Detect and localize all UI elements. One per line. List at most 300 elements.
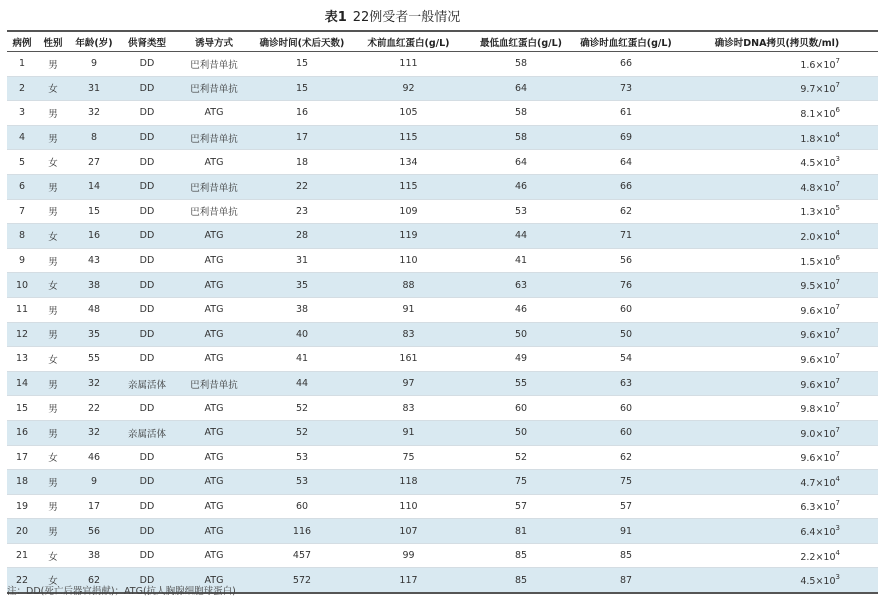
- min-hb-cell: 57: [466, 494, 576, 519]
- diagnosis-day-cell: 572: [253, 568, 351, 593]
- dna-copies-mantissa: 9.6×10: [800, 379, 836, 391]
- table-row: [7, 396, 878, 421]
- dna-copies-exponent: 7: [835, 56, 840, 65]
- case-number-cell: 22: [7, 568, 37, 593]
- preop-hb-cell: 118: [351, 470, 466, 495]
- dna-copies-exponent: 4: [835, 228, 840, 237]
- preop-hb-cell: 115: [351, 125, 466, 150]
- dna-copies-cell: [676, 396, 878, 421]
- dna-copies-cell: [676, 470, 878, 495]
- induction-cell: ATG: [175, 494, 253, 519]
- table-row: [7, 420, 878, 445]
- preop-hb-cell: 119: [351, 224, 466, 249]
- age-cell: 38: [69, 273, 119, 298]
- header-cell: 供肾类型: [119, 31, 175, 52]
- table-number: 表1: [324, 10, 347, 25]
- dna-copies-exponent: 6: [835, 253, 840, 262]
- dna-copies-mantissa: 9.6×10: [800, 354, 836, 366]
- min-hb-cell: 85: [466, 543, 576, 568]
- diagnosis-hb-cell: 50: [576, 322, 676, 347]
- dna-copies-exponent: 7: [835, 351, 840, 360]
- dna-copies-cell: [676, 371, 878, 396]
- age-cell: 56: [69, 519, 119, 544]
- case-number-cell: 9: [7, 248, 37, 273]
- donor-type-cell: DD: [119, 543, 175, 568]
- table-title: [0, 6, 785, 25]
- table-footnote: 注：DD(死亡后器官捐献)；ATG(抗人胸腺细胞球蛋白): [7, 586, 236, 597]
- dna-copies-exponent: 7: [835, 179, 840, 188]
- age-cell: 32: [69, 371, 119, 396]
- min-hb-cell: 44: [466, 224, 576, 249]
- dna-copies-exponent: 7: [835, 327, 840, 336]
- case-number-cell: 18: [7, 470, 37, 495]
- age-cell: 8: [69, 125, 119, 150]
- diagnosis-hb-cell: 71: [576, 224, 676, 249]
- donor-type-cell: DD: [119, 52, 175, 77]
- diagnosis-day-cell: 457: [253, 543, 351, 568]
- sex-cell: 男: [37, 396, 69, 421]
- diagnosis-hb-cell: 66: [576, 52, 676, 77]
- table-row: [7, 470, 878, 495]
- dna-copies-mantissa: 9.0×10: [800, 428, 836, 440]
- preop-hb-cell: 92: [351, 76, 466, 101]
- donor-type-cell: 亲属活体: [119, 371, 175, 396]
- preop-hb-cell: 91: [351, 420, 466, 445]
- table-row: [7, 125, 878, 150]
- diagnosis-day-cell: 38: [253, 297, 351, 322]
- sex-cell: 男: [37, 248, 69, 273]
- table-row: [7, 494, 878, 519]
- donor-type-cell: DD: [119, 322, 175, 347]
- min-hb-cell: 50: [466, 420, 576, 445]
- dna-copies-mantissa: 1.8×10: [800, 133, 836, 145]
- preop-hb-cell: 107: [351, 519, 466, 544]
- diagnosis-day-cell: 23: [253, 199, 351, 224]
- diagnosis-day-cell: 41: [253, 347, 351, 372]
- sex-cell: 女: [37, 224, 69, 249]
- dna-copies-exponent: 6: [835, 105, 840, 114]
- dna-copies-exponent: 7: [835, 499, 840, 508]
- induction-cell: ATG: [175, 322, 253, 347]
- table-row: [7, 322, 878, 347]
- dna-copies-mantissa: 9.6×10: [800, 305, 836, 317]
- diagnosis-hb-cell: 75: [576, 470, 676, 495]
- case-number-cell: 21: [7, 543, 37, 568]
- age-cell: 32: [69, 420, 119, 445]
- induction-cell: ATG: [175, 273, 253, 298]
- dna-copies-exponent: 4: [835, 474, 840, 483]
- diagnosis-hb-cell: 61: [576, 101, 676, 126]
- preop-hb-cell: 91: [351, 297, 466, 322]
- dna-copies-cell: [676, 150, 878, 175]
- dna-copies-mantissa: 2.0×10: [800, 231, 836, 243]
- table-row: [7, 371, 878, 396]
- min-hb-cell: 60: [466, 396, 576, 421]
- sex-cell: 男: [37, 519, 69, 544]
- dna-copies-mantissa: 4.5×10: [800, 158, 836, 170]
- case-number-cell: 7: [7, 199, 37, 224]
- dna-copies-mantissa: 6.4×10: [800, 527, 836, 539]
- case-number-cell: 1: [7, 52, 37, 77]
- sex-cell: 男: [37, 322, 69, 347]
- sex-cell: 男: [37, 494, 69, 519]
- age-cell: 62: [69, 568, 119, 593]
- sex-cell: 男: [37, 199, 69, 224]
- diagnosis-hb-cell: 62: [576, 445, 676, 470]
- diagnosis-hb-cell: 66: [576, 174, 676, 199]
- case-number-cell: 10: [7, 273, 37, 298]
- min-hb-cell: 58: [466, 125, 576, 150]
- dna-copies-mantissa: 1.6×10: [800, 59, 836, 71]
- induction-cell: ATG: [175, 568, 253, 593]
- induction-cell: 巴利昔单抗: [175, 174, 253, 199]
- diagnosis-hb-cell: 60: [576, 297, 676, 322]
- donor-type-cell: DD: [119, 273, 175, 298]
- induction-cell: ATG: [175, 543, 253, 568]
- diagnosis-day-cell: 44: [253, 371, 351, 396]
- diagnosis-hb-cell: 87: [576, 568, 676, 593]
- diagnosis-day-cell: 22: [253, 174, 351, 199]
- induction-cell: ATG: [175, 470, 253, 495]
- dna-copies-mantissa: 4.8×10: [800, 182, 836, 194]
- dna-copies-mantissa: 9.7×10: [800, 84, 836, 96]
- min-hb-cell: 55: [466, 371, 576, 396]
- dna-copies-exponent: 3: [835, 155, 840, 164]
- min-hb-cell: 46: [466, 297, 576, 322]
- dna-copies-mantissa: 9.8×10: [800, 404, 836, 416]
- dna-copies-mantissa: 9.5×10: [800, 281, 836, 293]
- case-number-cell: 16: [7, 420, 37, 445]
- induction-cell: 巴利昔单抗: [175, 125, 253, 150]
- diagnosis-day-cell: 16: [253, 101, 351, 126]
- sex-cell: 男: [37, 297, 69, 322]
- donor-type-cell: DD: [119, 347, 175, 372]
- diagnosis-hb-cell: 60: [576, 420, 676, 445]
- donor-type-cell: DD: [119, 150, 175, 175]
- dna-copies-cell: [676, 199, 878, 224]
- min-hb-cell: 58: [466, 52, 576, 77]
- donor-type-cell: DD: [119, 297, 175, 322]
- min-hb-cell: 58: [466, 101, 576, 126]
- table-row: [7, 199, 878, 224]
- donor-type-cell: DD: [119, 470, 175, 495]
- min-hb-cell: 75: [466, 470, 576, 495]
- age-cell: 17: [69, 494, 119, 519]
- diagnosis-day-cell: 53: [253, 470, 351, 495]
- case-number-cell: 20: [7, 519, 37, 544]
- case-number-cell: 8: [7, 224, 37, 249]
- donor-type-cell: 亲属活体: [119, 420, 175, 445]
- sex-cell: 男: [37, 371, 69, 396]
- dna-copies-cell: [676, 494, 878, 519]
- diagnosis-hb-cell: 69: [576, 125, 676, 150]
- preop-hb-cell: 110: [351, 248, 466, 273]
- donor-type-cell: DD: [119, 568, 175, 593]
- dna-copies-cell: [676, 125, 878, 150]
- sex-cell: 男: [37, 420, 69, 445]
- dna-copies-cell: [676, 174, 878, 199]
- induction-cell: ATG: [175, 248, 253, 273]
- table-row: [7, 76, 878, 101]
- dna-copies-mantissa: 9.6×10: [800, 330, 836, 342]
- diagnosis-hb-cell: 91: [576, 519, 676, 544]
- preop-hb-cell: 75: [351, 445, 466, 470]
- sex-cell: 男: [37, 174, 69, 199]
- dna-copies-cell: [676, 322, 878, 347]
- preop-hb-cell: 83: [351, 396, 466, 421]
- table-row: [7, 543, 878, 568]
- case-number-cell: 6: [7, 174, 37, 199]
- table-title-text: 22例受者一般情况: [352, 10, 461, 25]
- dna-copies-exponent: 7: [835, 425, 840, 434]
- case-number-cell: 12: [7, 322, 37, 347]
- induction-cell: ATG: [175, 445, 253, 470]
- dna-copies-cell: [676, 101, 878, 126]
- dna-copies-cell: [676, 420, 878, 445]
- donor-type-cell: DD: [119, 248, 175, 273]
- header-cell: 年龄(岁): [69, 31, 119, 52]
- diagnosis-hb-cell: 64: [576, 150, 676, 175]
- min-hb-cell: 63: [466, 273, 576, 298]
- min-hb-cell: 46: [466, 174, 576, 199]
- induction-cell: ATG: [175, 420, 253, 445]
- min-hb-cell: 64: [466, 150, 576, 175]
- donor-type-cell: DD: [119, 125, 175, 150]
- case-number-cell: 15: [7, 396, 37, 421]
- header-cell: 确诊时血红蛋白(g/L): [576, 31, 676, 52]
- dna-copies-exponent: 7: [835, 81, 840, 90]
- dna-copies-cell: [676, 224, 878, 249]
- diagnosis-day-cell: 18: [253, 150, 351, 175]
- diagnosis-day-cell: 52: [253, 420, 351, 445]
- diagnosis-day-cell: 40: [253, 322, 351, 347]
- dna-copies-mantissa: 9.6×10: [800, 453, 836, 465]
- dna-copies-cell: [676, 568, 878, 593]
- induction-cell: ATG: [175, 224, 253, 249]
- sex-cell: 女: [37, 273, 69, 298]
- donor-type-cell: DD: [119, 519, 175, 544]
- diagnosis-hb-cell: 57: [576, 494, 676, 519]
- preop-hb-cell: 111: [351, 52, 466, 77]
- preop-hb-cell: 161: [351, 347, 466, 372]
- header-cell: 确诊时间(术后天数): [253, 31, 351, 52]
- diagnosis-day-cell: 52: [253, 396, 351, 421]
- min-hb-cell: 64: [466, 76, 576, 101]
- diagnosis-hb-cell: 63: [576, 371, 676, 396]
- induction-cell: 巴利昔单抗: [175, 371, 253, 396]
- min-hb-cell: 52: [466, 445, 576, 470]
- dna-copies-mantissa: 2.2×10: [800, 551, 836, 563]
- min-hb-cell: 50: [466, 322, 576, 347]
- age-cell: 9: [69, 52, 119, 77]
- dna-copies-exponent: 3: [835, 573, 840, 582]
- table-row: [7, 101, 878, 126]
- donor-type-cell: DD: [119, 445, 175, 470]
- min-hb-cell: 49: [466, 347, 576, 372]
- donor-type-cell: DD: [119, 76, 175, 101]
- header-cell: 性别: [37, 31, 69, 52]
- preop-hb-cell: 99: [351, 543, 466, 568]
- table-row: [7, 150, 878, 175]
- dna-copies-cell: [676, 52, 878, 77]
- dna-copies-cell: [676, 297, 878, 322]
- dna-copies-cell: [676, 248, 878, 273]
- donor-type-cell: DD: [119, 494, 175, 519]
- header-cell: 最低血红蛋白(g/L): [466, 31, 576, 52]
- table-row: [7, 297, 878, 322]
- min-hb-cell: 53: [466, 199, 576, 224]
- min-hb-cell: 81: [466, 519, 576, 544]
- sex-cell: 男: [37, 52, 69, 77]
- table-row: [7, 224, 878, 249]
- preop-hb-cell: 88: [351, 273, 466, 298]
- case-number-cell: 4: [7, 125, 37, 150]
- age-cell: 32: [69, 101, 119, 126]
- diagnosis-day-cell: 35: [253, 273, 351, 298]
- diagnosis-hb-cell: 62: [576, 199, 676, 224]
- donor-type-cell: DD: [119, 174, 175, 199]
- dna-copies-cell: [676, 347, 878, 372]
- sex-cell: 男: [37, 470, 69, 495]
- preop-hb-cell: 109: [351, 199, 466, 224]
- dna-copies-cell: [676, 519, 878, 544]
- dna-copies-cell: [676, 76, 878, 101]
- age-cell: 55: [69, 347, 119, 372]
- preop-hb-cell: 117: [351, 568, 466, 593]
- sex-cell: 女: [37, 76, 69, 101]
- induction-cell: ATG: [175, 519, 253, 544]
- diagnosis-day-cell: 60: [253, 494, 351, 519]
- induction-cell: ATG: [175, 297, 253, 322]
- case-number-cell: 19: [7, 494, 37, 519]
- dna-copies-exponent: 7: [835, 278, 840, 287]
- table-body: [7, 52, 878, 594]
- induction-cell: 巴利昔单抗: [175, 76, 253, 101]
- diagnosis-hb-cell: 56: [576, 248, 676, 273]
- donor-type-cell: DD: [119, 101, 175, 126]
- header-cell: 术前血红蛋白(g/L): [351, 31, 466, 52]
- case-number-cell: 14: [7, 371, 37, 396]
- dna-copies-exponent: 7: [835, 450, 840, 459]
- table-row: [7, 445, 878, 470]
- diagnosis-day-cell: 53: [253, 445, 351, 470]
- diagnosis-hb-cell: 60: [576, 396, 676, 421]
- dna-copies-mantissa: 1.3×10: [800, 207, 836, 219]
- patient-table: [7, 30, 878, 594]
- age-cell: 35: [69, 322, 119, 347]
- age-cell: 27: [69, 150, 119, 175]
- header-row: [7, 31, 878, 52]
- preop-hb-cell: 134: [351, 150, 466, 175]
- case-number-cell: 11: [7, 297, 37, 322]
- diagnosis-hb-cell: 73: [576, 76, 676, 101]
- header-cell: 确诊时DNA拷贝(拷贝数/ml): [676, 31, 878, 52]
- diagnosis-day-cell: 15: [253, 52, 351, 77]
- sex-cell: 女: [37, 150, 69, 175]
- dna-copies-exponent: 5: [835, 204, 840, 213]
- age-cell: 16: [69, 224, 119, 249]
- age-cell: 31: [69, 76, 119, 101]
- header-cell: 病例: [7, 31, 37, 52]
- sex-cell: 女: [37, 543, 69, 568]
- dna-copies-exponent: 4: [835, 548, 840, 557]
- diagnosis-hb-cell: 85: [576, 543, 676, 568]
- dna-copies-cell: [676, 543, 878, 568]
- preop-hb-cell: 115: [351, 174, 466, 199]
- min-hb-cell: 41: [466, 248, 576, 273]
- diagnosis-day-cell: 17: [253, 125, 351, 150]
- age-cell: 46: [69, 445, 119, 470]
- donor-type-cell: DD: [119, 224, 175, 249]
- header-cell: 诱导方式: [175, 31, 253, 52]
- dna-copies-exponent: 7: [835, 401, 840, 410]
- dna-copies-cell: [676, 273, 878, 298]
- table-row: [7, 52, 878, 77]
- preop-hb-cell: 97: [351, 371, 466, 396]
- induction-cell: 巴利昔单抗: [175, 199, 253, 224]
- induction-cell: 巴利昔单抗: [175, 52, 253, 77]
- preop-hb-cell: 110: [351, 494, 466, 519]
- case-number-cell: 3: [7, 101, 37, 126]
- case-number-cell: 17: [7, 445, 37, 470]
- dna-copies-mantissa: 4.7×10: [800, 477, 836, 489]
- case-number-cell: 13: [7, 347, 37, 372]
- table-row: [7, 347, 878, 372]
- dna-copies-exponent: 4: [835, 130, 840, 139]
- age-cell: 15: [69, 199, 119, 224]
- case-number-cell: 5: [7, 150, 37, 175]
- induction-cell: ATG: [175, 101, 253, 126]
- sex-cell: 男: [37, 125, 69, 150]
- age-cell: 38: [69, 543, 119, 568]
- dna-copies-mantissa: 6.3×10: [800, 502, 836, 514]
- table-row: [7, 273, 878, 298]
- dna-copies-exponent: 3: [835, 524, 840, 533]
- induction-cell: ATG: [175, 396, 253, 421]
- induction-cell: ATG: [175, 347, 253, 372]
- dna-copies-mantissa: 8.1×10: [800, 108, 836, 120]
- age-cell: 48: [69, 297, 119, 322]
- sex-cell: 女: [37, 568, 69, 593]
- diagnosis-day-cell: 28: [253, 224, 351, 249]
- dna-copies-exponent: 7: [835, 376, 840, 385]
- preop-hb-cell: 105: [351, 101, 466, 126]
- sex-cell: 男: [37, 101, 69, 126]
- age-cell: 22: [69, 396, 119, 421]
- age-cell: 43: [69, 248, 119, 273]
- dna-copies-mantissa: 1.5×10: [800, 256, 836, 268]
- age-cell: 9: [69, 470, 119, 495]
- dna-copies-mantissa: 4.5×10: [800, 576, 836, 588]
- diagnosis-day-cell: 116: [253, 519, 351, 544]
- preop-hb-cell: 83: [351, 322, 466, 347]
- min-hb-cell: 85: [466, 568, 576, 593]
- age-cell: 14: [69, 174, 119, 199]
- induction-cell: ATG: [175, 150, 253, 175]
- table-row: [7, 174, 878, 199]
- donor-type-cell: DD: [119, 199, 175, 224]
- sex-cell: 女: [37, 445, 69, 470]
- diagnosis-day-cell: 31: [253, 248, 351, 273]
- diagnosis-hb-cell: 76: [576, 273, 676, 298]
- sex-cell: 女: [37, 347, 69, 372]
- case-number-cell: 2: [7, 76, 37, 101]
- donor-type-cell: DD: [119, 396, 175, 421]
- diagnosis-hb-cell: 54: [576, 347, 676, 372]
- table-row: [7, 248, 878, 273]
- dna-copies-cell: [676, 445, 878, 470]
- table-row: [7, 519, 878, 544]
